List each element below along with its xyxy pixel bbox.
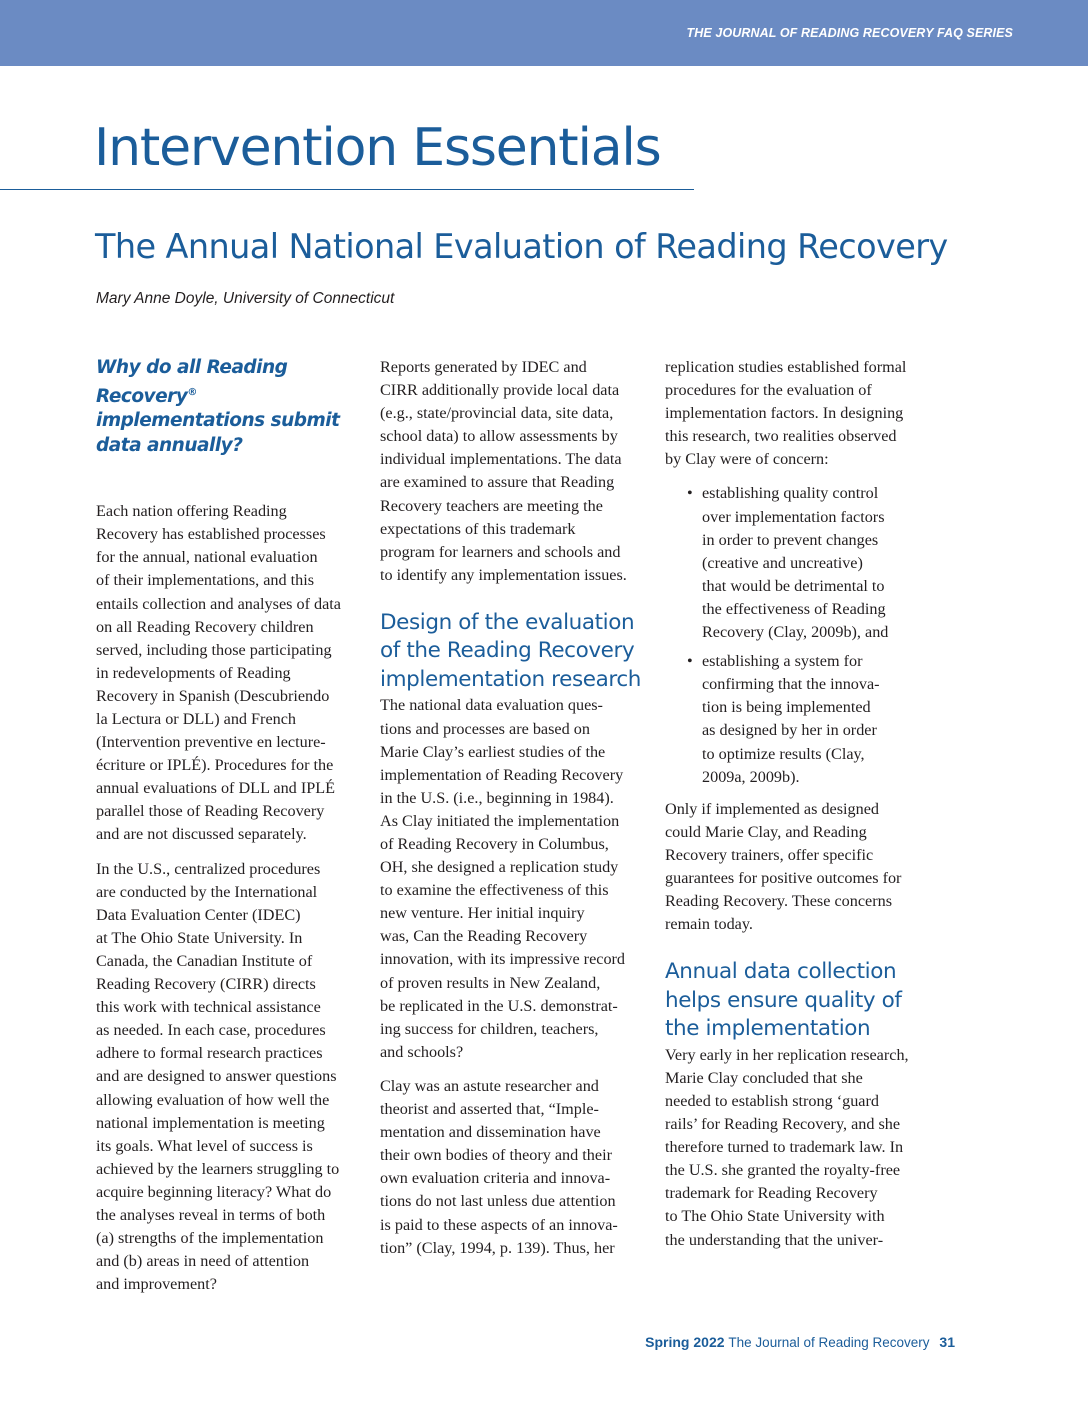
list-item-text: establishing quality control over implementation factors in order to prevent changes (creative and uncreative) that would be detrimental to the effectiveness of Reading Recovery (Clay, 2009b), and <box>702 484 889 642</box>
page-number: 31 <box>939 1334 955 1350</box>
page-footer <box>645 1334 955 1350</box>
question-heading <box>96 356 358 458</box>
column-1 <box>96 356 358 1307</box>
list-item-text: establishing a system for confirming that the innova- tion is being implemented as designed by her in order to optimize results (Clay, 2009a, 2009b). <box>702 652 880 786</box>
paragraph: Very early in her replication research, Marie Clay concluded that she needed to establish strong ‘guard rails’ for Reading Recovery, and she therefore turned to trademark law. In the U.S. she granted the royalty-free trademark for Reading Recovery to The Ohio State University with the understanding that the univer- <box>665 1045 909 1249</box>
column-2 <box>380 356 645 1271</box>
bullet-icon: • <box>687 484 693 503</box>
paragraph: Clay was an astute researcher and theorist and asserted that, “Imple- mentation and dissemination have their own bodies of theory and their own evaluation criteria and innova- tions do not last unless due attention is paid to these aspects of an innova- tion” (Clay, 1994, p. 139). Thus, her <box>380 1076 618 1257</box>
registered-mark: ® <box>187 386 197 398</box>
footer-journal: The Journal of Reading Recovery <box>728 1335 930 1350</box>
article-title: The Annual National Evaluation of Reading Recovery <box>95 227 948 266</box>
bullet-icon: • <box>687 652 693 671</box>
section-title: Intervention Essentials <box>94 118 661 178</box>
paragraph: Only if implemented as designed could Marie Clay, and Reading Recovery trainers, offer specific guarantees for positive outcomes for Reading Recovery. These concerns remain today. <box>665 799 902 934</box>
paragraph: In the U.S., centralized procedures are conducted by the International Data Evaluation Center (IDEC) at The Ohio State University. In Canada, the Canadian Institute of Reading Recovery (CIRR) directs this work with technical assistance as needed. In each case, procedures adhere to formal research practices and are designed to answer questions allowing evaluation of how well the national implementation is meeting its goals. What level of success is achieved by the learners struggling to acquire beginning literacy? What do the analyses reveal in terms of both (a) strengths of the implementation and (b) areas in need of attention and improvement? <box>96 859 340 1294</box>
title-rule <box>0 189 694 190</box>
column-3 <box>665 356 927 1263</box>
paragraph: replication studies established formal procedures for the evaluation of implementation factors. In designing this research, two realities observed by Clay were of concern: <box>665 358 907 469</box>
paragraph: Reports generated by IDEC and CIRR additionally provide local data (e.g., state/provincial data, site data, school data) to allow assessments by individual implementations. The data are examined to assure that Reading Recovery teachers are meeting the expectations of this trademark program for learners and schools and to identify any implementation issues. <box>380 358 627 584</box>
list-item <box>687 482 927 644</box>
paragraph: The national data evaluation ques- tions and processes are based on Marie Clay’s earliest studies of the implementation of Reading Recovery in the U.S. (i.e., beginning in 1984). As Clay initiated the implementation of Reading Recovery in Columbus, OH, she designed a replication study to examine the effectiveness of this new venture. Her initial inquiry was, Can the Reading Recovery innovation, with its impressive record of proven results in New Zealand, be replicated in the U.S. demonstrat- ing success for children, teachers, and schools? <box>380 696 626 1061</box>
header-bar <box>0 0 1088 66</box>
bullet-list <box>665 482 927 788</box>
footer-season: Spring 2022 <box>645 1334 725 1350</box>
question-part-1: Why do all Reading Recovery <box>96 357 288 407</box>
series-label: THE JOURNAL OF READING RECOVERY FAQ SERIES <box>686 26 1013 40</box>
paragraph: Each nation offering Reading Recovery has established processes for the annual, national evaluation of their implementations, and this entails collection and analyses of data on all Reading Recovery children served, including those participating in redevelopments of Reading Recovery in Spanish (Descubriendo la Lectura or DLL) and French (Intervention preventive en lecture- écriture or IPLÉ). Procedures for the annual evaluations of DLL and IPLÉ parallel those of Reading Recovery and are not discussed separately. <box>96 502 341 844</box>
question-part-2: implementations submit data annually? <box>96 410 340 456</box>
subheading-design: Design of the evaluation of the Reading Recovery implementation research <box>380 609 641 692</box>
list-item <box>687 650 927 789</box>
byline: Mary Anne Doyle, University of Connecticut <box>96 290 395 307</box>
subheading-annual: Annual data collection helps ensure quality of the implementation <box>665 959 902 1042</box>
